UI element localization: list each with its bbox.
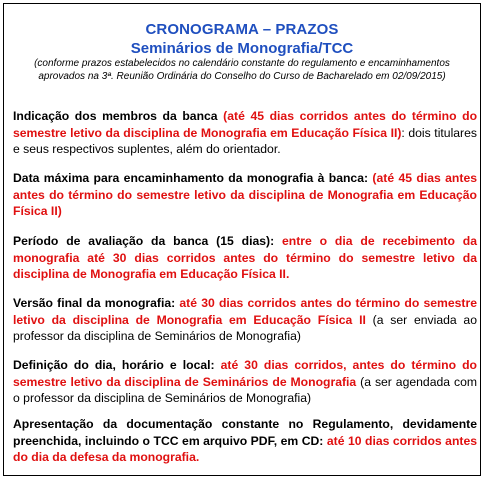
schedule-item-date-time-place	[13, 357, 477, 407]
schedule-item-evaluation-period	[13, 233, 477, 283]
item-label: Indicação dos membros da banca	[13, 109, 224, 123]
item-deadline: entre o dia de recebimento da monografia até 30 dias corridos antes do término do semestre letivo da disciplina de Monografia em Educação Física II.	[13, 234, 477, 281]
schedule-item-banca-members	[13, 108, 477, 158]
page-subtitle: Seminários de Monografia/TCC	[130, 40, 354, 57]
item-rest: (a ser enviada ao professor da disciplina de Seminários de Monografia)	[13, 312, 477, 343]
item-label: Período de avaliação da banca (15 dias):	[13, 234, 282, 248]
item-label: Data máxima para encaminhamento da monografia à banca:	[13, 171, 373, 185]
item-deadline: até 30 dias corridos, antes do término do semestre letivo da disciplina de Seminários de Monografia	[13, 358, 478, 389]
page-title: CRONOGRAMA – PRAZOS	[145, 21, 339, 38]
item-deadline: (até 45 dias corridos antes do término do semestre letivo da disciplina de Monografia em Educação Física II)	[13, 109, 478, 140]
item-rest: : dois titulares e seus respectivos suplentes, além do orientador.	[13, 125, 477, 156]
schedule-item-send-to-banca	[13, 170, 477, 220]
item-label: Versão final da monografia:	[13, 296, 180, 310]
document-frame	[3, 3, 481, 476]
item-deadline: (até 45 dias antes antes do término do semestre letivo da disciplina de Monografia em Educação Física II)	[13, 171, 477, 218]
item-deadline: até 30 dias corridos antes do término do semestre letivo da disciplina de Monografia em Educação Física II	[13, 296, 478, 327]
item-label: Apresentação da documentação constante no Regulamento, devidamente preenchida, incluindo o TCC em arquivo PDF, em CD:	[13, 417, 477, 448]
item-label: Definição do dia, horário e local:	[13, 358, 221, 372]
item-deadline: até 10 dias corridos antes do dia da defesa da monografia.	[13, 433, 478, 464]
header-note: (conforme prazos estabelecidos no calendário constante do regulamento e encaminhamentos aprovados na 3ª. Reunião Ordinária do Conselho do Curso de Bacharelado em 02/09/2015)	[34, 58, 450, 82]
schedule-item-documentation	[13, 416, 477, 466]
schedule-item-final-version	[13, 295, 477, 345]
item-rest: (a ser agendada com o professor da disciplina de Seminários de Monografia)	[13, 374, 478, 405]
